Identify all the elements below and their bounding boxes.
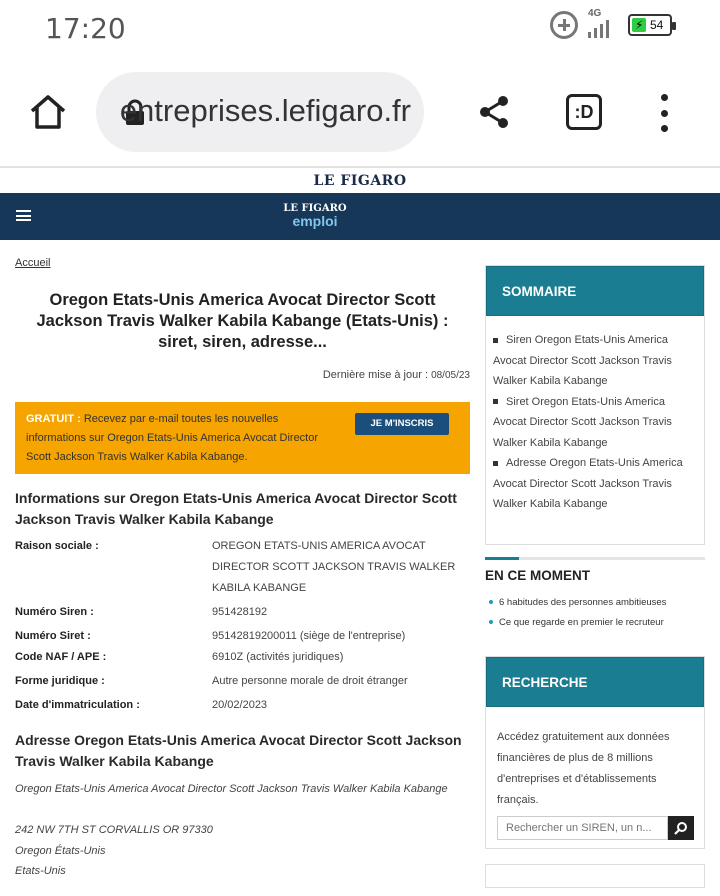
- address-bar[interactable]: [96, 72, 424, 152]
- info-value: Autre personne morale de droit étranger: [212, 675, 408, 687]
- siren-search-input[interactable]: [497, 816, 668, 840]
- sommaire-item-label[interactable]: Adresse Oregon Etats-Unis America Avocat Director Scott Jackson Travis Walker Kabila Kabange: [493, 457, 683, 510]
- info-label: Numéro Siren :: [15, 606, 94, 618]
- last-updated-date: 08/05/23: [431, 370, 470, 381]
- info-value: OREGON ETATS-UNIS AMERICA AVOCAT DIRECTOR SCOTT JACKSON TRAVIS WALKER KABILA KABANGE: [212, 540, 456, 594]
- battery-icon: ⚡ 54: [628, 14, 672, 36]
- sommaire-item[interactable]: [493, 392, 693, 454]
- sommaire-item[interactable]: [493, 330, 693, 392]
- info-label: Forme juridique :: [15, 675, 105, 687]
- address-name: Oregon Etats-Unis America Avocat Director Scott Jackson Travis Walker Kabila Kabange: [15, 783, 448, 795]
- info-value: 20/02/2023: [212, 699, 268, 711]
- signal-icon: [586, 10, 620, 40]
- promo-body: Recevez par e-mail toutes les nouvelles informations sur Oregon Etats-Unis America Avocat Director Scott Jackson Travis Walker Kabila Kabange.: [26, 413, 319, 463]
- recherche-text: Accédez gratuitement aux données financières de plus de 8 millions d'entreprises et d'établissements français.: [497, 731, 670, 806]
- address-country: Etats-Unis: [15, 865, 66, 877]
- figaro-logo[interactable]: LE FIGARO: [313, 173, 407, 189]
- emploi-logo-top: LE FIGARO: [283, 203, 347, 214]
- moment-item[interactable]: [489, 617, 664, 628]
- status-bar: [0, 0, 720, 60]
- search-icon: [674, 821, 688, 835]
- more-menu-icon[interactable]: [656, 94, 672, 132]
- subscribe-button[interactable]: JE M'INSCRIS: [355, 413, 449, 435]
- url-text: entreprises.lefigaro.fr: [119, 93, 411, 128]
- info-section-title: Informations sur Oregon Etats-Unis America Avocat Director Scott Jackson Travis Walker Kabila Kabange: [15, 490, 457, 527]
- moment-item[interactable]: [489, 597, 666, 608]
- emploi-logo-bottom: emploi: [292, 213, 338, 229]
- last-updated-label: Dernière mise à jour :: [322, 369, 428, 381]
- moment-item-label[interactable]: 6 habitudes des personnes ambitieuses: [499, 597, 667, 608]
- sommaire-title: SOMMAIRE: [486, 266, 704, 316]
- info-row-raison-sociale: [15, 536, 470, 602]
- moment-title: EN CE MOMENT: [485, 568, 591, 583]
- recherche-title: RECHERCHE: [486, 657, 704, 707]
- newsletter-promo: [15, 402, 470, 474]
- sommaire-item[interactable]: [493, 453, 693, 515]
- status-time: 17:20: [45, 12, 126, 45]
- address-section-title: Adresse Oregon Etats-Unis America Avocat Director Scott Jackson Travis Walker Kabila Kabange: [15, 732, 462, 769]
- figaro-header: [0, 170, 720, 193]
- share-icon[interactable]: [476, 94, 512, 130]
- promo-text: [26, 410, 326, 467]
- sommaire-box: [485, 265, 705, 545]
- sidebar-extra-box: [485, 864, 705, 888]
- promo-lead: GRATUIT :: [26, 413, 81, 425]
- address-region: Oregon États-Unis: [15, 845, 106, 857]
- moment-item-label[interactable]: Ce que regarde en premier le recruteur: [499, 617, 664, 628]
- recherche-box: [485, 656, 705, 849]
- site-navbar: [0, 193, 720, 240]
- moment-divider: [485, 557, 705, 560]
- info-label: Numéro Siret :: [15, 630, 91, 642]
- data-saver-icon: [550, 11, 578, 39]
- sommaire-list: [493, 330, 693, 515]
- page-title: Oregon Etats-Unis America Avocat Director Scott Jackson Travis Walker Kabila Kabange (Etats-Unis) : siret, siren, adresse...: [36, 291, 449, 351]
- breadcrumb-home[interactable]: Accueil: [15, 257, 51, 269]
- home-icon[interactable]: [28, 92, 68, 132]
- battery-level: 54: [650, 18, 664, 32]
- hamburger-menu-icon[interactable]: [16, 210, 31, 221]
- address-street: 242 NW 7TH ST CORVALLIS OR 97330: [15, 824, 213, 836]
- search-button[interactable]: [668, 816, 694, 840]
- emploi-logo[interactable]: [270, 203, 360, 228]
- info-label: Raison sociale :: [15, 540, 99, 552]
- info-value: 6910Z (activités juridiques): [212, 651, 344, 663]
- browser-toolbar: [0, 60, 720, 168]
- last-updated: [323, 369, 470, 381]
- sommaire-item-label[interactable]: Siren Oregon Etats-Unis America Avocat Director Scott Jackson Travis Walker Kabila Kabange: [493, 334, 672, 387]
- sommaire-item-label[interactable]: Siret Oregon Etats-Unis America Avocat Director Scott Jackson Travis Walker Kabila Kabange: [493, 395, 672, 449]
- info-label: Code NAF / APE :: [15, 651, 107, 663]
- info-label: Date d'immatriculation :: [15, 699, 140, 711]
- network-type: 4G: [588, 8, 602, 19]
- info-value: 951428192: [212, 606, 268, 618]
- extension-button[interactable]: :D: [566, 94, 602, 130]
- status-icons: [550, 10, 672, 40]
- info-value: 95142819200011 (siège de l'entreprise): [212, 630, 406, 642]
